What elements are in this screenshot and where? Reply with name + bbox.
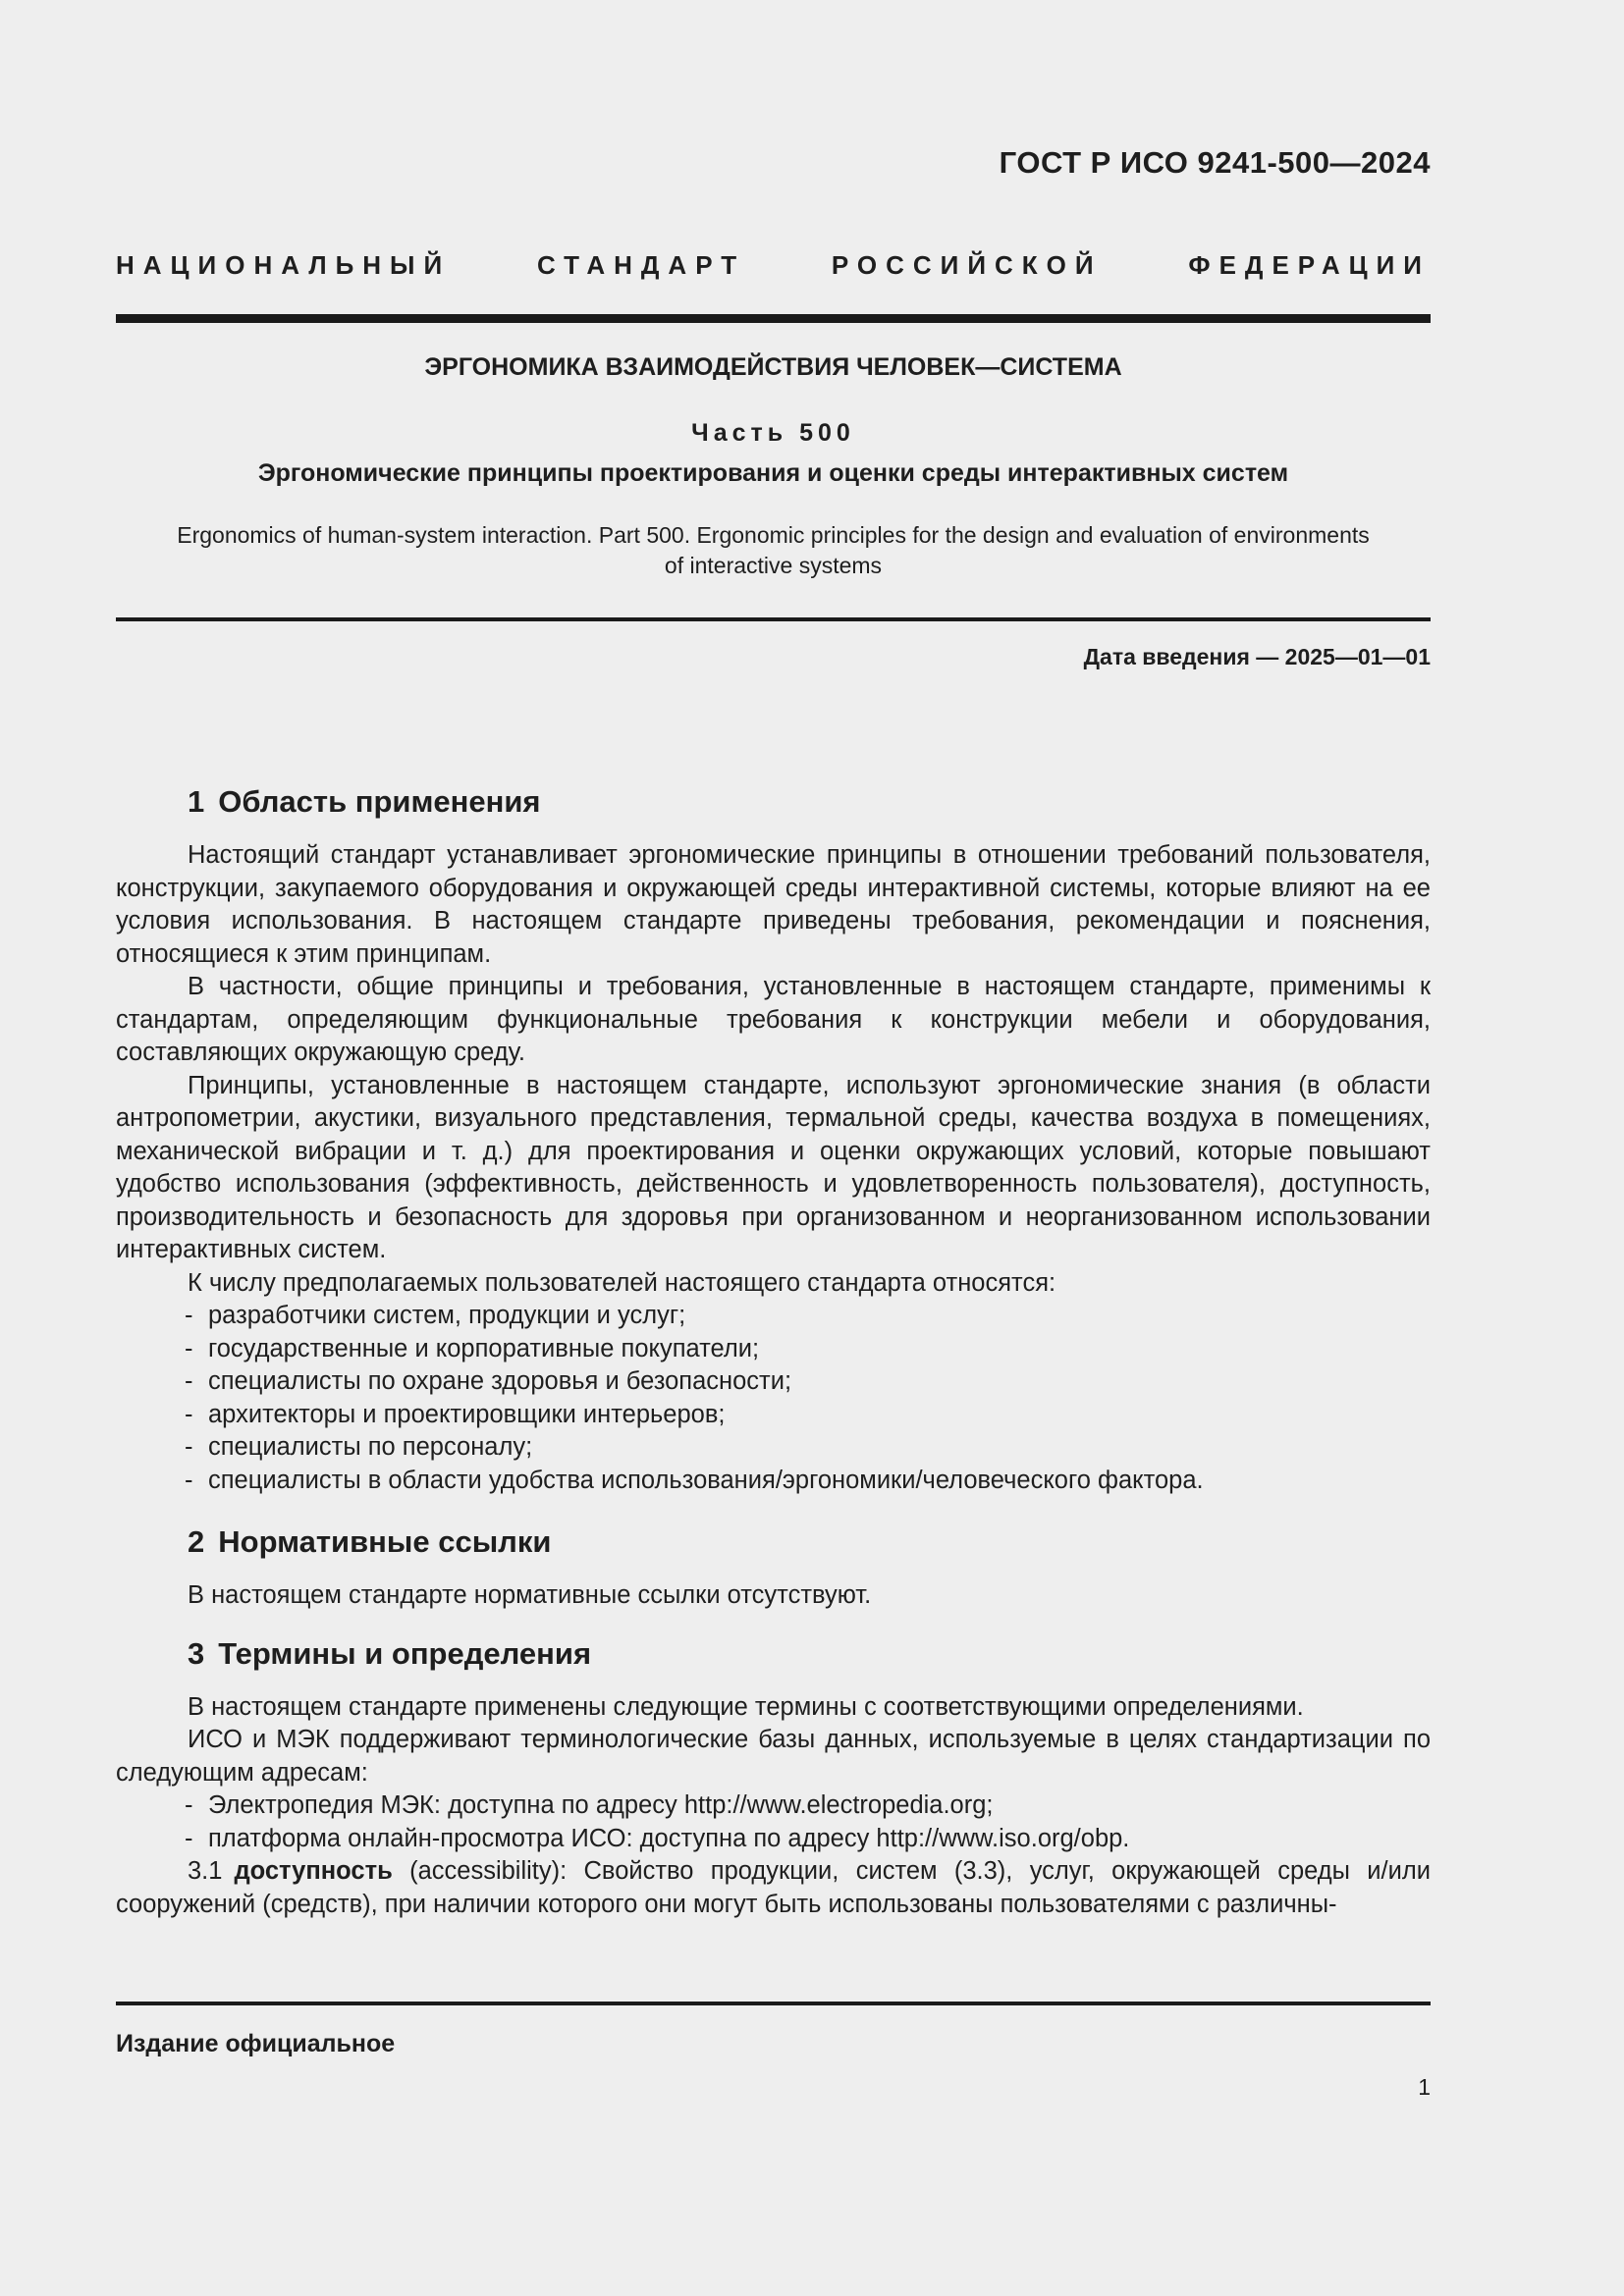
list-item: - специалисты по охране здоровья и безопасности; — [185, 1367, 792, 1395]
introduction-date: Дата введения — 2025—01—01 — [1083, 644, 1431, 669]
list-item: - Электропедия МЭК: доступна по адресу http://www.electropedia.org; — [185, 1791, 994, 1819]
english-title-line-2: of interactive systems — [664, 553, 883, 578]
national-standard-banner: НАЦИОНАЛЬНЫЙ СТАНДАРТ РОССИЙСКОЙ ФЕДЕРАЦИИ — [116, 250, 1431, 280]
document-page — [116, 0, 1431, 2296]
page-number: 1 — [1418, 2074, 1431, 2100]
section-2-heading: 2 Нормативные ссылки — [188, 1524, 552, 1559]
thick-divider — [116, 314, 1431, 323]
footer-divider — [116, 2002, 1431, 2005]
list-item: - специалисты по персоналу; — [185, 1433, 533, 1461]
paragraph: ИСО и МЭК поддерживают терминологические базы данных, используемые в целях стандартизации по следующим адресам: — [116, 1726, 1431, 1787]
list-item: - государственные и корпоративные покупатели; — [185, 1334, 760, 1362]
intended-users-list — [116, 1300, 1431, 1497]
paragraph: Настоящий стандарт устанавливает эргономические принципы в отношении требований пользователя, конструкции, закупаемого оборудования и окружающей среды интерактивной системы, которые влияют на ее условия использования. В настоящем стандарте приведены требования, рекомендации и пояснения, относящиеся к этим принципам. — [116, 841, 1431, 968]
part-label: Часть 500 — [691, 419, 855, 447]
term-definition: 3.1 доступность (accessibility): Свойство продукции, систем (3.3), услуг, окружающей среды и/или сооружений (средств), при наличии которого они могут быть использованы пользователями с различны- — [116, 1857, 1431, 1918]
part-title: Эргономические принципы проектирования и оценки среды интерактивных систем — [257, 459, 1289, 487]
list-item: - специалисты в области удобства использования/эргономики/человеческого фактора. — [185, 1466, 1204, 1494]
paragraph: Принципы, установленные в настоящем стандарте, используют эргономические знания (в области антропометрии, акустики, визуального представления, термальной среды, качества воздуха в помещениях, механической вибрации и т. д.) для проектирования и оценки окружающих условий, которые повышают удобство использования (эффективность, действенность и удовлетворенность пользователя), доступность, производительность и безопасность для здоровья при организованном и неорганизованном использовании интерактивных систем. — [116, 1071, 1431, 1263]
section-1-heading: 1 Область применения — [188, 784, 541, 819]
document-body — [116, 780, 1431, 1921]
english-title-line-1: Ergonomics of human-system interaction. Part 500. Ergonomic principles for the design and evaluation of environments — [177, 522, 1370, 548]
list-item: - архитекторы и проектировщики интерьеров; — [185, 1400, 726, 1428]
paragraph: К числу предполагаемых пользователей настоящего стандарта относятся: — [188, 1268, 1056, 1297]
paragraph: В частности, общие принципы и требования, установленные в настоящем стандарте, применимы к стандартам, определяющим функциональные требования к конструкции мебели и оборудования, составляющих окружающую среду. — [116, 973, 1431, 1066]
section-3-heading: 3 Термины и определения — [188, 1635, 592, 1671]
paragraph: В настоящем стандарте нормативные ссылки отсутствуют. — [188, 1581, 872, 1609]
list-item: - разработчики систем, продукции и услуг; — [185, 1302, 686, 1329]
standard-title: ЭРГОНОМИКА ВЗАИМОДЕЙСТВИЯ ЧЕЛОВЕК—СИСТЕМА — [424, 353, 1122, 381]
paragraph: В настоящем стандарте применены следующие термины с соответствующими определениями. — [188, 1692, 1304, 1721]
official-edition-label: Издание официальное — [116, 2030, 396, 2057]
title-divider — [116, 617, 1431, 621]
list-item: - платформа онлайн-просмотра ИСО: доступна по адресу http://www.iso.org/obp. — [185, 1824, 1130, 1852]
document-code: ГОСТ Р ИСО 9241-500—2024 — [999, 145, 1431, 180]
english-title — [116, 520, 1431, 581]
terminology-databases-list — [116, 1789, 1431, 1855]
